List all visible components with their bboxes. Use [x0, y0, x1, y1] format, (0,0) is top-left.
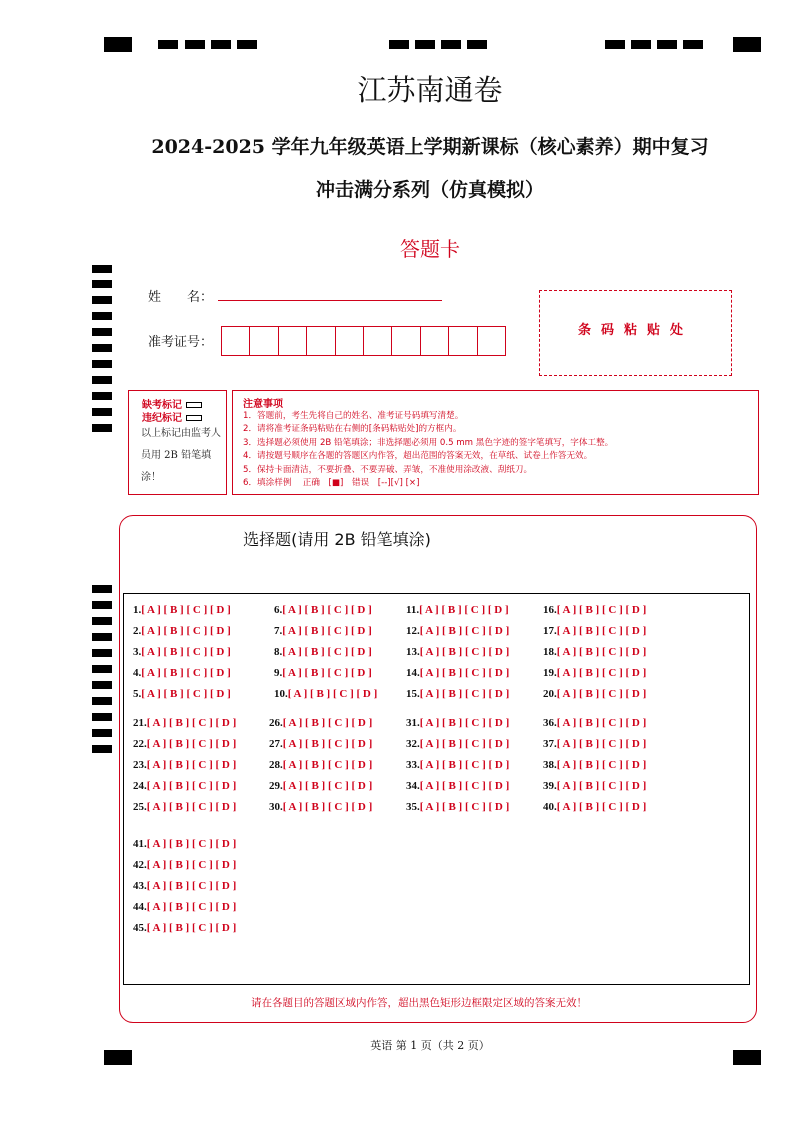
question-number: 33.	[406, 759, 420, 771]
notice-item: 3．选择题必须使用 2B 铅笔填涂；非选择题必须用 0.5 mm 黑色字迹的签字笔填写，字体工整。	[243, 437, 614, 448]
answer-options[interactable]: [ A ] [ B ] [ C ] [ D ]	[419, 738, 510, 750]
answer-options[interactable]: [ A ] [ B ] [ C ] [ D ]	[556, 688, 647, 700]
question-item	[543, 780, 646, 792]
violation-mark-bubble[interactable]	[186, 415, 202, 421]
timing-mark	[605, 40, 625, 49]
side-timing-mark	[92, 681, 112, 689]
answer-options[interactable]: [ A ] [ B ] [ C ] [ D ]	[419, 717, 510, 729]
absent-mark-label: 缺考标记	[142, 400, 182, 411]
question-item	[269, 717, 372, 729]
question-item	[274, 688, 377, 700]
question-number: 8.	[274, 646, 283, 658]
side-timing-mark	[92, 617, 112, 625]
answer-options[interactable]: [ A ] [ B ] [ C ] [ D ]	[141, 604, 231, 616]
question-item	[133, 688, 231, 700]
exam-id-digit-box[interactable]	[306, 326, 335, 356]
answer-options[interactable]: [ A ] [ B ] [ C ] [ D ]	[556, 667, 647, 679]
answer-options[interactable]: [ A ] [ B ] [ C ] [ D ]	[146, 780, 237, 792]
side-timing-mark	[92, 713, 112, 721]
question-item	[406, 646, 509, 658]
answer-options[interactable]: [ A ] [ B ] [ C ] [ D ]	[146, 880, 237, 892]
question-item	[406, 667, 509, 679]
violation-mark-row	[142, 409, 202, 424]
exam-id-boxes[interactable]	[222, 326, 506, 356]
question-number: 45.	[133, 922, 147, 934]
answer-options[interactable]: [ A ] [ B ] [ C ] [ D ]	[146, 922, 237, 934]
answer-options[interactable]: [ A ] [ B ] [ C ] [ D ]	[556, 801, 647, 813]
question-number: 21.	[133, 717, 147, 729]
notice-item: 2．请将准考证条码粘贴在右侧的[条码粘贴处]的方框内。	[243, 424, 462, 435]
answer-options[interactable]: [ A ] [ B ] [ C ] [ D ]	[282, 646, 372, 658]
question-number: 40.	[543, 801, 557, 813]
question-number: 3.	[133, 646, 142, 658]
answer-options[interactable]: [ A ] [ B ] [ C ] [ D ]	[282, 625, 372, 637]
exam-id-digit-box[interactable]	[420, 326, 449, 356]
side-timing-mark	[92, 649, 112, 657]
side-timing-mark	[92, 360, 112, 368]
answer-options[interactable]: [ A ] [ B ] [ C ] [ D ]	[556, 625, 647, 637]
answer-options[interactable]: [ A ] [ B ] [ C ] [ D ]	[282, 780, 373, 792]
answer-options[interactable]: [ A ] [ B ] [ C ] [ D ]	[282, 667, 372, 679]
timing-mark	[415, 40, 435, 49]
answer-options[interactable]: [ A ] [ B ] [ C ] [ D ]	[282, 759, 373, 771]
question-number: 44.	[133, 901, 147, 913]
answer-options[interactable]: [ A ] [ B ] [ C ] [ D ]	[556, 780, 647, 792]
question-number: 36.	[543, 717, 557, 729]
question-number: 27.	[269, 738, 283, 750]
question-item	[133, 922, 236, 934]
page-number: 英语 第 1 页（共 2 页）	[370, 1039, 490, 1052]
side-timing-mark	[92, 729, 112, 737]
answer-options[interactable]: [ A ] [ B ] [ C ] [ D ]	[141, 688, 231, 700]
answer-options[interactable]: [ A ] [ B ] [ C ] [ D ]	[282, 801, 373, 813]
question-item	[133, 759, 236, 771]
side-timing-mark	[92, 280, 112, 288]
question-number: 22.	[133, 738, 147, 750]
question-number: 39.	[543, 780, 557, 792]
answer-options[interactable]: [ A ] [ B ] [ C ] [ D ]	[419, 667, 510, 679]
question-number: 17.	[543, 625, 557, 637]
question-number: 31.	[406, 717, 420, 729]
question-number: 18.	[543, 646, 557, 658]
question-item	[543, 604, 646, 616]
timing-mark	[185, 40, 205, 49]
side-timing-mark	[92, 665, 112, 673]
question-item	[133, 604, 231, 616]
question-item	[133, 780, 236, 792]
question-number: 26.	[269, 717, 283, 729]
question-item	[133, 859, 236, 871]
notice-item: 5．保持卡面清洁，不要折叠、不要弄破、弄皱，不准使用涂改液、刮纸刀。	[243, 464, 533, 475]
notice-item: 1．答题前，考生先将自己的姓名、准考证号码填写清楚。	[243, 411, 464, 421]
answer-options[interactable]: [ A ] [ B ] [ C ] [ D ]	[282, 604, 372, 616]
answer-options[interactable]: [ A ] [ B ] [ C ] [ D ]	[146, 738, 237, 750]
answer-options[interactable]: [ A ] [ B ] [ C ] [ D ]	[556, 604, 647, 616]
side-timing-mark	[92, 633, 112, 641]
question-number: 20.	[543, 688, 557, 700]
question-number: 42.	[133, 859, 147, 871]
corner-mark-top-right	[733, 37, 761, 52]
question-item	[133, 646, 231, 658]
answer-options[interactable]: [ A ] [ B ] [ C ] [ D ]	[419, 759, 510, 771]
answer-options[interactable]: [ A ] [ B ] [ C ] [ D ]	[146, 801, 237, 813]
timing-mark	[237, 40, 257, 49]
answer-options[interactable]: [ A ] [ B ] [ C ] [ D ]	[282, 738, 373, 750]
answer-options[interactable]: [ A ] [ B ] [ C ] [ D ]	[146, 717, 237, 729]
question-number: 16.	[543, 604, 557, 616]
exam-id-digit-box[interactable]	[278, 326, 307, 356]
question-item	[269, 780, 372, 792]
violation-mark-label: 违纪标记	[142, 413, 182, 424]
question-number: 19.	[543, 667, 557, 679]
question-number: 34.	[406, 780, 420, 792]
answer-options[interactable]: [ A ] [ B ] [ C ] [ D ]	[146, 859, 237, 871]
question-item	[406, 759, 509, 771]
question-item	[406, 717, 509, 729]
question-number: 7.	[274, 625, 283, 637]
question-item	[269, 801, 372, 813]
question-number: 41.	[133, 838, 147, 850]
question-number: 28.	[269, 759, 283, 771]
question-item	[133, 801, 236, 813]
question-number: 13.	[406, 646, 420, 658]
question-item	[406, 738, 509, 750]
exam-id-label: 准考证号：	[148, 335, 214, 350]
timing-mark	[389, 40, 409, 49]
side-timing-mark	[92, 585, 112, 593]
timing-mark	[467, 40, 487, 49]
notice-item: 4．请按题号顺序在各题的答题区内作答，超出范围的答案无效，在草纸、试卷上作答无效。	[243, 451, 593, 462]
absence-mark-box	[128, 390, 227, 495]
timing-mark	[631, 40, 651, 49]
absent-mark-bubble[interactable]	[186, 402, 202, 408]
question-item	[133, 667, 231, 679]
side-timing-mark	[92, 408, 112, 416]
question-item	[406, 688, 509, 700]
question-number: 30.	[269, 801, 283, 813]
question-item	[133, 738, 236, 750]
answer-options[interactable]: [ A ] [ B ] [ C ] [ D ]	[146, 901, 237, 913]
name-label: 姓 名：	[148, 290, 214, 305]
question-number: 1.	[133, 604, 142, 616]
corner-mark-top-left	[104, 37, 132, 52]
question-item	[543, 759, 646, 771]
answer-options[interactable]: [ A ] [ B ] [ C ] [ D ]	[141, 646, 231, 658]
question-number: 29.	[269, 780, 283, 792]
side-timing-mark	[92, 745, 112, 753]
question-item	[543, 667, 646, 679]
answer-options[interactable]: [ A ] [ B ] [ C ] [ D ]	[556, 738, 647, 750]
barcode-label: 条码粘贴处	[577, 323, 693, 338]
answer-options[interactable]: [ A ] [ B ] [ C ] [ D ]	[282, 717, 373, 729]
question-number: 35.	[406, 801, 420, 813]
barcode-area	[539, 290, 732, 376]
answer-options[interactable]: [ A ] [ B ] [ C ] [ D ]	[419, 604, 509, 616]
question-item	[543, 738, 646, 750]
question-number: 11.	[406, 604, 420, 616]
series-title: 冲击满分系列（仿真模拟）	[315, 179, 544, 201]
question-item	[543, 717, 646, 729]
question-item	[133, 901, 236, 913]
notice-item: 6．填涂样例 正确 [■] 错误 [--][√] [×]	[243, 478, 420, 489]
question-item	[274, 667, 372, 679]
question-number: 12.	[406, 625, 420, 637]
question-number: 23.	[133, 759, 147, 771]
answer-card-title: 答题卡	[400, 237, 460, 261]
question-item	[406, 625, 509, 637]
exam-id-digit-box[interactable]	[335, 326, 364, 356]
side-timing-mark	[92, 697, 112, 705]
question-number: 38.	[543, 759, 557, 771]
question-item	[543, 625, 646, 637]
question-number: 15.	[406, 688, 420, 700]
exam-id-digit-box[interactable]	[391, 326, 420, 356]
question-item	[543, 801, 646, 813]
question-number: 14.	[406, 667, 420, 679]
question-item	[274, 625, 372, 637]
exam-id-digit-box[interactable]	[221, 326, 250, 356]
question-number: 24.	[133, 780, 147, 792]
side-timing-mark	[92, 296, 112, 304]
answer-options[interactable]: [ A ] [ B ] [ C ] [ D ]	[141, 625, 231, 637]
name-field[interactable]	[218, 300, 442, 301]
choice-section-title: 选择题(请用 2B 铅笔填涂)	[243, 530, 431, 549]
exam-id-digit-box[interactable]	[363, 326, 392, 356]
answer-options[interactable]: [ A ] [ B ] [ C ] [ D ]	[556, 717, 647, 729]
question-item	[406, 801, 509, 813]
side-timing-mark	[92, 601, 112, 609]
exam-id-digit-box[interactable]	[477, 326, 506, 356]
question-number: 6.	[274, 604, 283, 616]
question-item	[274, 604, 372, 616]
question-item	[133, 625, 231, 637]
answer-options[interactable]: [ A ] [ B ] [ C ] [ D ]	[556, 759, 647, 771]
question-item	[133, 838, 236, 850]
side-timing-mark	[92, 312, 112, 320]
question-item	[543, 688, 646, 700]
question-number: 2.	[133, 625, 142, 637]
question-number: 25.	[133, 801, 147, 813]
answer-area-warning: 请在各题目的答题区域内作答，超出黑色矩形边框限定区域的答案无效！	[251, 997, 587, 1009]
exam-title: 2024-2025 学年九年级英语上学期新课标（核心素养）期中复习	[151, 136, 709, 158]
notice-box	[232, 390, 759, 495]
question-number: 37.	[543, 738, 557, 750]
notice-heading: 注意事项	[243, 399, 283, 410]
question-item	[133, 717, 236, 729]
question-number: 9.	[274, 667, 283, 679]
question-item	[406, 604, 509, 616]
question-item	[274, 646, 372, 658]
answer-options[interactable]: [ A ] [ B ] [ C ] [ D ]	[146, 759, 237, 771]
exam-id-digit-box[interactable]	[448, 326, 477, 356]
side-timing-mark	[92, 328, 112, 336]
side-timing-mark	[92, 265, 112, 273]
timing-mark	[158, 40, 178, 49]
mark-note: 以上标记由监考人员用 2B 铅笔填涂！	[141, 428, 221, 483]
question-number: 4.	[133, 667, 142, 679]
answer-options[interactable]: [ A ] [ B ] [ C ] [ D ]	[419, 625, 510, 637]
answer-options[interactable]: [ A ] [ B ] [ C ] [ D ]	[141, 667, 231, 679]
timing-mark	[441, 40, 461, 49]
exam-id-digit-box[interactable]	[249, 326, 278, 356]
answer-options[interactable]: [ A ] [ B ] [ C ] [ D ]	[287, 688, 378, 700]
question-number: 32.	[406, 738, 420, 750]
side-timing-mark	[92, 376, 112, 384]
answer-options[interactable]: [ A ] [ B ] [ C ] [ D ]	[419, 688, 510, 700]
question-number: 5.	[133, 688, 142, 700]
side-timing-mark	[92, 344, 112, 352]
question-item	[269, 738, 372, 750]
question-item	[269, 759, 372, 771]
question-item	[406, 780, 509, 792]
side-timing-mark	[92, 424, 112, 432]
answer-options[interactable]: [ A ] [ B ] [ C ] [ D ]	[146, 838, 237, 850]
question-item	[543, 646, 646, 658]
side-timing-mark	[92, 392, 112, 400]
answer-options[interactable]: [ A ] [ B ] [ C ] [ D ]	[419, 801, 510, 813]
question-item	[133, 880, 236, 892]
answer-options[interactable]: [ A ] [ B ] [ C ] [ D ]	[556, 646, 647, 658]
timing-mark	[211, 40, 231, 49]
question-number: 43.	[133, 880, 147, 892]
region-title: 江苏南通卷	[357, 73, 503, 107]
answer-options[interactable]: [ A ] [ B ] [ C ] [ D ]	[419, 646, 510, 658]
question-number: 10.	[274, 688, 288, 700]
timing-mark	[683, 40, 703, 49]
timing-mark	[657, 40, 677, 49]
answer-options[interactable]: [ A ] [ B ] [ C ] [ D ]	[419, 780, 510, 792]
